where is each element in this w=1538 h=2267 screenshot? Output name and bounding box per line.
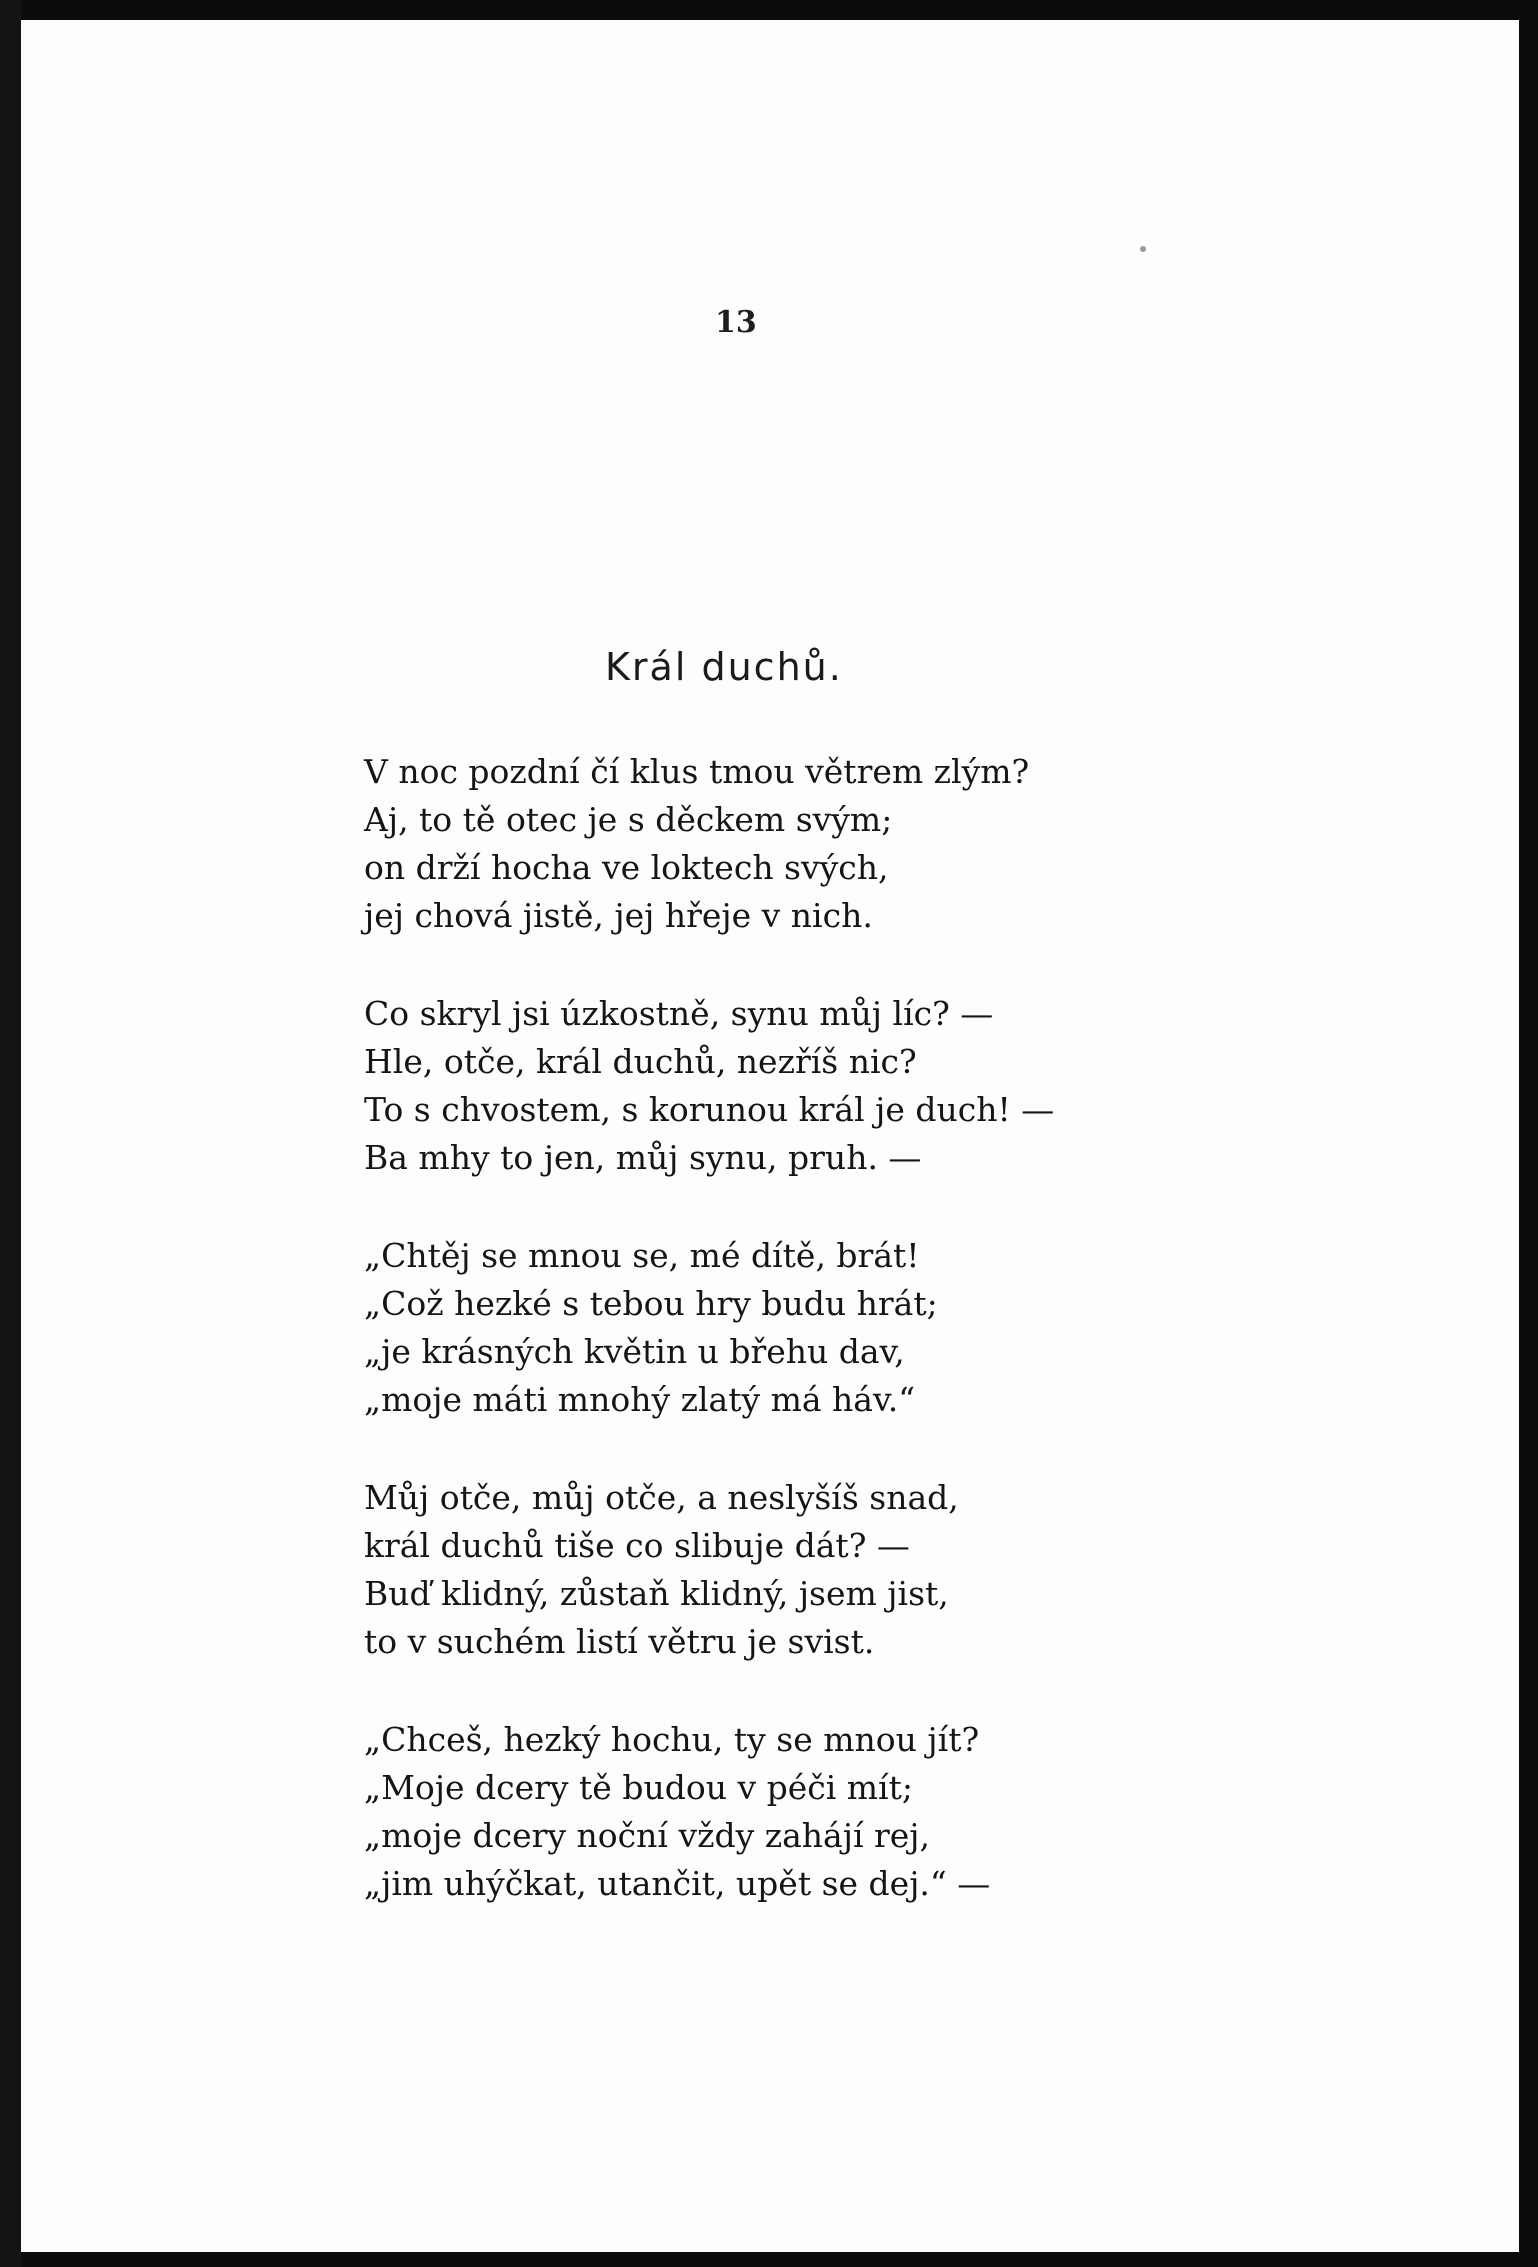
verse-line: Co skryl jsi úzkostně, synu můj líc? — [364, 994, 994, 1033]
stanza-1 [364, 748, 1029, 940]
verse-line: Ba mhy to jen, můj synu, pruh. — [364, 1138, 922, 1177]
verse-line: „moje dcery noční vždy zahájí rej, [364, 1816, 931, 1855]
verse-line: „moje máti mnohý zlatý má háv.“ [364, 1380, 916, 1419]
verse-line: to v suchém listí větru je svist. [364, 1622, 875, 1661]
verse-line: Hle, otče, král duchů, nezříš nic? [364, 1042, 917, 1081]
verse-line: V noc pozdní čí klus tmou větrem zlým? [364, 752, 1030, 791]
verse-line: „je krásných květin u břehu dav, [364, 1332, 905, 1371]
verse-line: král duchů tiše co slibuje dát? — [364, 1526, 910, 1565]
page-number: 13 [715, 305, 757, 340]
verse-line: Aj, to tě otec je s děckem svým; [364, 800, 893, 839]
paper-speck [1140, 246, 1146, 252]
verse-line: Buď klidný, zůstaň klidný, jsem jist, [364, 1574, 949, 1613]
verse-line: „Chtěj se mnou se, mé dítě, brát! [364, 1236, 920, 1275]
verse-line: jej chová jistě, jej hřeje v nich. [364, 896, 873, 935]
poem-title: Král duchů. [605, 645, 843, 689]
verse-line: „Což hezké s tebou hry budu hrát; [364, 1284, 938, 1323]
stanza-4 [364, 1474, 959, 1666]
verse-line: „jim uhýčkat, utančit, upět se dej.“ — [364, 1864, 991, 1903]
stanza-5 [364, 1716, 990, 1908]
stanza-3 [364, 1232, 938, 1424]
book-spine-edge [0, 0, 21, 2267]
verse-line: on drží hocha ve loktech svých, [364, 848, 889, 887]
verse-line: To s chvostem, s korunou král je duch! — [364, 1090, 1055, 1129]
verse-line: „Moje dcery tě budou v péči mít; [364, 1768, 913, 1807]
verse-line: Můj otče, můj otče, a neslyšíš snad, [364, 1478, 959, 1517]
verse-line: „Chceš, hezký hochu, ty se mnou jít? [364, 1720, 980, 1759]
stanza-2 [364, 990, 1054, 1182]
